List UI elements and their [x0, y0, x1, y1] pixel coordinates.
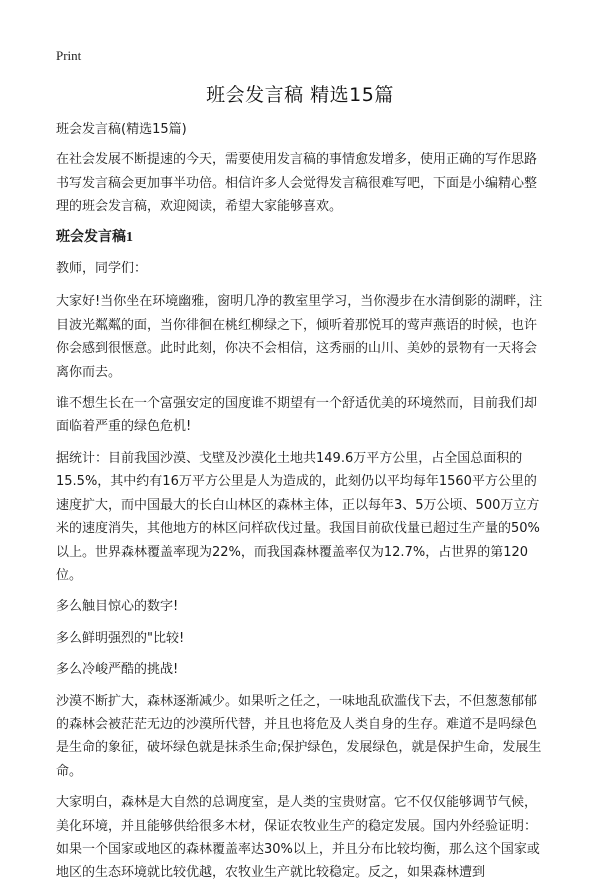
- page-title: 班会发言稿 精选15篇: [206, 84, 394, 106]
- body-paragraph: 大家明白，森林是大自然的总调度室，是人类的宝贵财富。它不仅仅能够调节气候，美化环境，并且能够供给很多木材，保证农牧业生产的稳定发展。国内外经验证明：如果一个国家或地区的森林覆盖率达30%以上，并且分布比较均衡，那么这个国家或地区的生态环境就比较优越，农牧业生产就比较稳定。反之，如果森林遭到: [56, 795, 540, 881]
- body-paragraph: 多么冷峻严酷的挑战!: [56, 662, 179, 678]
- body-paragraph: 谁不想生长在一个富强安定的国度谁不期望有一个舒适优美的环境然而，目前我们却面临着严重的绿色危机!: [56, 396, 538, 435]
- intro-paragraph: 在社会发展不断提速的今天，需要使用发言稿的事情愈发增多，使用正确的写作思路书写发言稿会更加事半功倍。相信许多人会觉得发言稿很难写吧，下面是小编精心整理的班会发言稿，欢迎阅读，希望大家能够喜欢。: [56, 152, 538, 215]
- body-paragraph: 大家好!当你坐在环境幽雅，窗明几净的教室里学习，当你漫步在水清倒影的湖畔，注目波光粼粼的面，当你徘徊在桃红柳绿之下，倾听着那悦耳的莺声燕语的时候，也许你会感到很惬意。此时此刻，你决不会相信，这秀丽的山川、美妙的景物有一天将会离你而去。: [56, 294, 543, 380]
- body-paragraph: 多么鲜明强烈的"比较!: [56, 630, 185, 646]
- body-paragraph: 沙漠不断扩大，森林逐渐减少。如果听之任之，一味地乱砍滥伐下去，不但葱葱郁郁的森林会被茫茫无边的沙漠所代替，并且也将危及人类自身的生存。难道不是吗绿色是生命的象征，破坏绿色就是抹杀生命;保护绿色，发展绿色，就是保护生命，发展生命。: [56, 693, 542, 779]
- document-body: [56, 118, 548, 893]
- body-paragraph: 多么触目惊心的数字!: [56, 599, 179, 615]
- print-link[interactable]: Print: [56, 48, 82, 63]
- section-heading: 班会发言稿1: [56, 229, 133, 245]
- body-paragraph: 据统计：目前我国沙漠、戈壁及沙漠化土地共149.6万平方公里，占全国总面积的15.5%，其中约有16万平方公里是人为造成的，此刻仍以平均每年1560平方公里的速度扩大，而中国最大的长白山林区的森林主体，正以每年3、5万公顷、500万立方米的速度消失，其他地方的林区问样砍伐过量。我国目前砍伐量已超过生产量的50%以上。世界森林覆盖率现为22%，而我国森林覆盖率仅为12.7%，占世界的第120位。: [56, 450, 540, 583]
- document-subtitle: 班会发言稿(精选15篇): [56, 122, 187, 137]
- greeting-line: 教师，同学们：: [56, 261, 148, 277]
